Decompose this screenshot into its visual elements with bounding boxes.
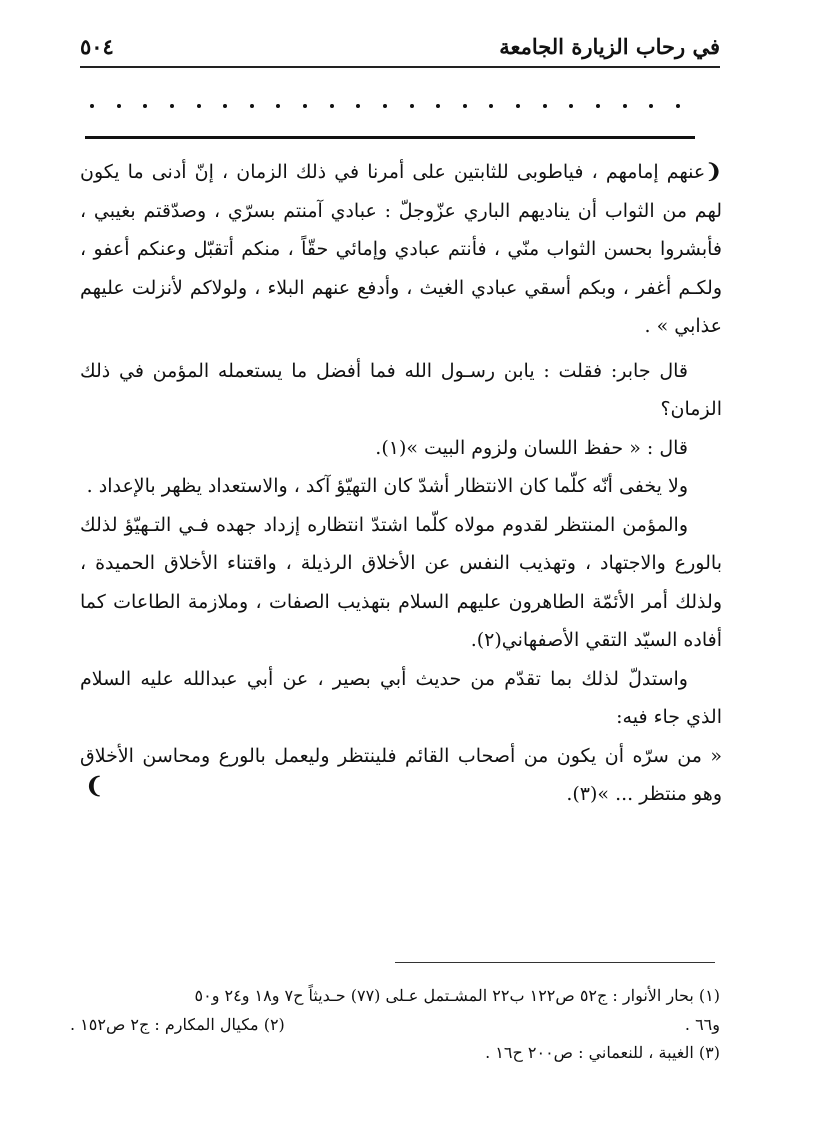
paragraph-4: ولا يخفى أنّه كلّما كان الانتظار أشدّ كان التهيّؤ آكد ، والاستعداد يظهر بالإعداد . [86, 475, 688, 497]
separator-dot [649, 104, 653, 108]
separator-dot [383, 104, 387, 108]
separator-dot [197, 104, 201, 108]
section-rule [85, 136, 695, 139]
separator-dot [276, 104, 280, 108]
open-quote-bracket: ❨ [705, 159, 722, 183]
separator-dot [303, 104, 307, 108]
separator-dot [223, 104, 227, 108]
header-rule [80, 66, 720, 68]
separator-dot [436, 104, 440, 108]
close-quote-bracket: ❩ [85, 773, 104, 799]
separator-dot [569, 104, 573, 108]
separator-dot [117, 104, 121, 108]
page-number: ٥٠٤ [80, 33, 114, 59]
page-header [80, 30, 720, 62]
separator-dot [356, 104, 360, 108]
separator-dot [170, 104, 174, 108]
separator-dot [516, 104, 520, 108]
separator-dot [676, 104, 680, 108]
footnote-1-continued: و٦٦ . [684, 1015, 720, 1034]
footnote-2: (٢) مكيال المكارم : ج٢ ص١٥٢ . [70, 1015, 285, 1034]
separator-dot [543, 104, 547, 108]
paragraph-7: « من سرّه أن يكون من أصحاب القائم فلينتظر وليعمل بالورع ومحاسن الأخلاق وهو منتظر ... »(٣). [80, 744, 722, 805]
footnote-3: (٣) الغيبة ، للنعماني : ص٢٠٠ ح١٦ . [485, 1043, 720, 1062]
separator-dot [463, 104, 467, 108]
paragraph-1-text: عنهم إمامهم ، فياطوبى للثابتين على أمرنا في ذلك الزمان ، إنّ أدنى ما يكون لهم من الثواب أن يناديهم الباري عزّوجلّ : عبادي آمنتم بسرّي ، وصدّقتم بغيبي ، فأبشروا بحسن الثواب منّي ، فأنتم عبادي وإمائي حقّاً ، منكم أتقبّل وعنكم أعفو ، ولكـم أغفر ، وبكم أسقي عبادي الغيث ، وأدفع عنهم البلاء ، ولولاكم لأنزلت عليهم عذابي » . [80, 161, 722, 337]
running-title: في رحاب الزيارة الجامعة [499, 33, 720, 59]
separator-dot [143, 104, 147, 108]
footnotes [70, 977, 720, 1072]
separator-dot [330, 104, 334, 108]
paragraph-2: قال جابر: فقلت : يابن رسـول الله فما أفضل ما يستعمله المؤمن في ذلك الزمان؟ [80, 359, 722, 420]
separator-dot [410, 104, 414, 108]
footnote-row [70, 1015, 720, 1034]
separator-dot [489, 104, 493, 108]
paragraph-1 [80, 152, 722, 346]
separator-dot [596, 104, 600, 108]
separator-dot [623, 104, 627, 108]
footnote-rule [395, 962, 715, 963]
footnote-1: (١) بحار الأنوار : ج٥٢ ص١٢٢ ب٢٢ المشـتمل عـلى (٧٧) حـديثاً ح٧ و١٨ و٢٤ و٥٠ [194, 986, 720, 1005]
paragraph-6: واستدلّ لذلك بما تقدّم من حديث أبي بصير ، عن أبي عبدالله عليه السلام الذي جاء فيه: [80, 667, 722, 728]
paragraph-3: قال : « حفظ اللسان ولزوم البيت »(١). [375, 436, 688, 459]
separator-dot [90, 104, 94, 108]
dotted-separator [90, 96, 680, 116]
separator-dot [250, 104, 254, 108]
paragraph-5: والمؤمن المنتظر لقدوم مولاه كلّما اشتدّ انتظاره إزداد جهده فـي التـهيّؤ لذلك بالورع والاجتهاد ، وتهذيب النفس عن الأخلاق الرذيلة ، واقتناء الأخلاق الحميدة ، ولذلك أمر الأئمّة الطاهرون عليهم السلام بتهذيب الصفات ، وملازمة الطاعات كما أفاده السيّد التقي الأصفهاني(٢). [80, 513, 722, 651]
main-text [80, 152, 722, 814]
